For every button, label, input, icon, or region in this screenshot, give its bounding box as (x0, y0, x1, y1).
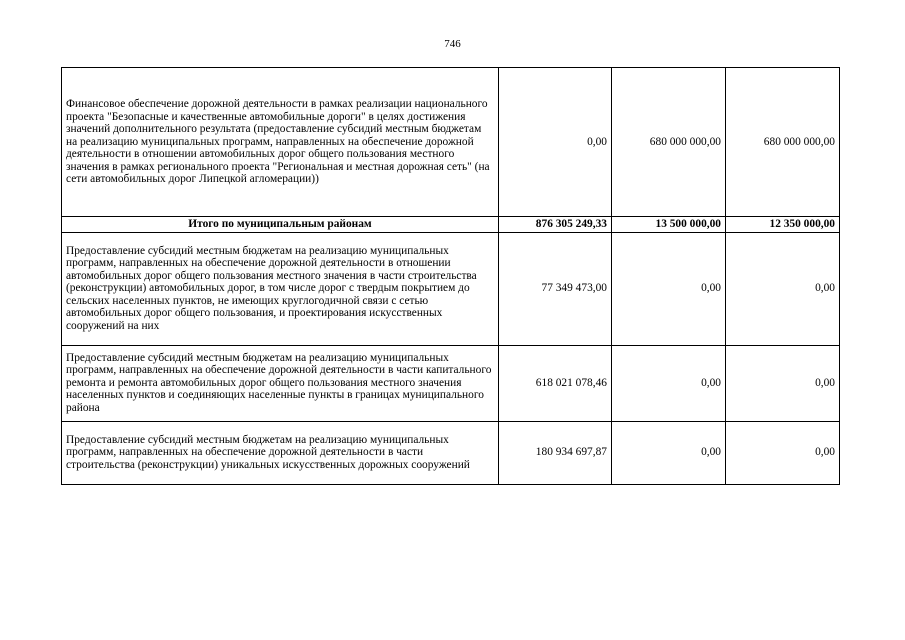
row-value-2: 0,00 (612, 421, 726, 484)
total-value-1: 876 305 249,33 (499, 217, 612, 233)
row-value-2: 0,00 (612, 345, 726, 421)
row-description: Предоставление субсидий местным бюджетам на реализацию муниципальных программ, направленных на обеспечение дорожной деятельности в части капитального ремонта и ремонта автомобильных дорог общего пользования местного значения населенных пунктов и соединяющих населенные пункты в границах муниципального района (62, 345, 499, 421)
total-row (62, 217, 840, 233)
row-description: Финансовое обеспечение дорожной деятельности в рамках реализации национального проекта "Безопасные и качественные автомобильные дороги" в целях достижения значений дополнительного результата (предоставление субсидий местным бюджетам на реализацию муниципальных программ, направленных на обеспечение дорожной деятельности в отношении автомобильных дорог общего пользования местного значения в рамках регионального проекта "Региональная и местная дорожная сеть" (на сети автомобильных дорог Липецкой агломерации)) (62, 68, 499, 217)
table-row (62, 232, 840, 345)
row-value-3: 680 000 000,00 (726, 68, 840, 217)
row-description: Предоставление субсидий местным бюджетам на реализацию муниципальных программ, направленных на обеспечение дорожной деятельности в отношении автомобильных дорог общего пользования местного значения в части строительства (реконструкции) автомобильных дорог, в том числе дорог с твердым покрытием до сельских населенных пунктов, не имеющих круглогодичной связи с сетью автомобильных дорог общего пользования, и проектирования искусственных сооружений на них (62, 232, 499, 345)
budget-table (61, 67, 840, 485)
total-value-2: 13 500 000,00 (612, 217, 726, 233)
table-row (62, 68, 840, 217)
row-value-1: 180 934 697,87 (499, 421, 612, 484)
row-value-1: 77 349 473,00 (499, 232, 612, 345)
total-label: Итого по муниципальным районам (62, 217, 499, 233)
table-row (62, 421, 840, 484)
total-value-3: 12 350 000,00 (726, 217, 840, 233)
row-value-1: 618 021 078,46 (499, 345, 612, 421)
row-value-3: 0,00 (726, 345, 840, 421)
page-number: 746 (444, 38, 461, 50)
row-value-2: 0,00 (612, 232, 726, 345)
row-value-1: 0,00 (499, 68, 612, 217)
row-description: Предоставление субсидий местным бюджетам на реализацию муниципальных программ, направленных на обеспечение дорожной деятельности в части строительства (реконструкции) уникальных искусственных дорожных сооружений (62, 421, 499, 484)
row-value-3: 0,00 (726, 232, 840, 345)
row-value-2: 680 000 000,00 (612, 68, 726, 217)
table-row (62, 345, 840, 421)
row-value-3: 0,00 (726, 421, 840, 484)
